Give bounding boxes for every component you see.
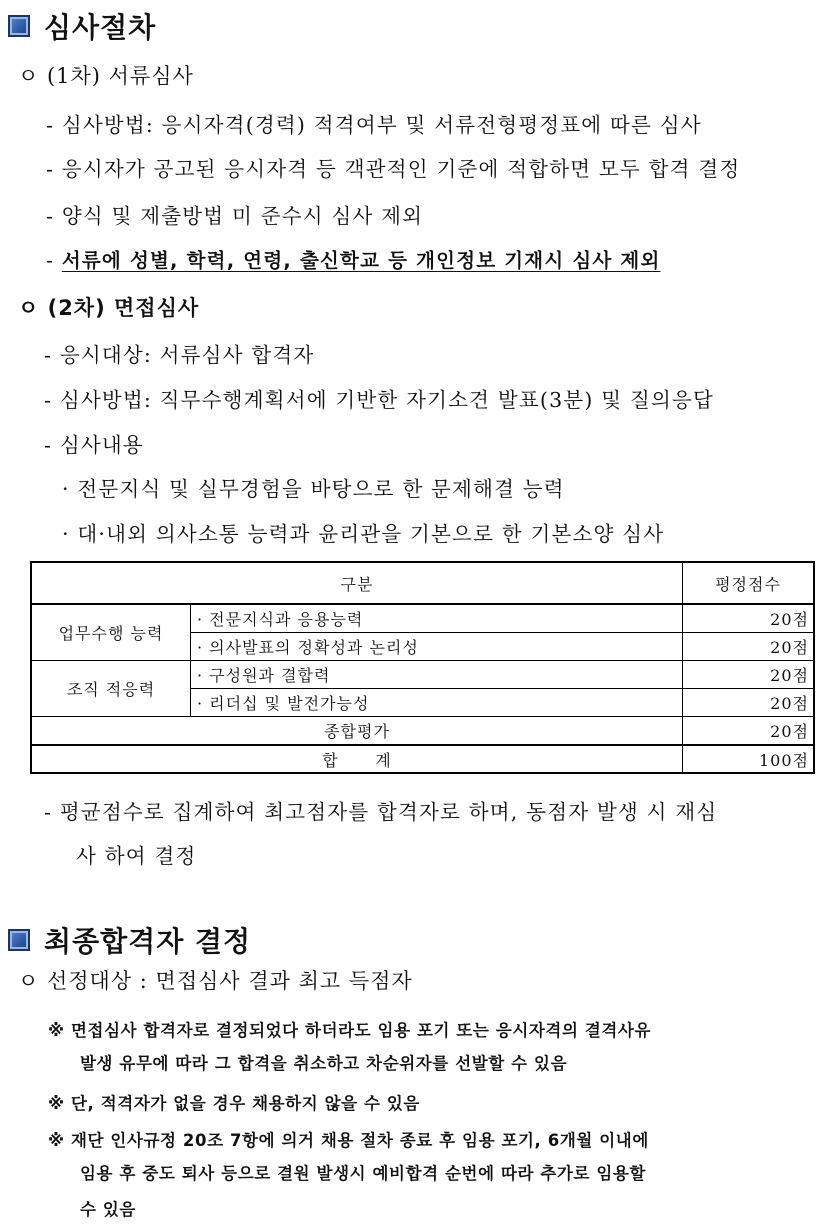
section-header-final [8,920,251,960]
stage2-heading: ㅇ (2차) 면접심사 [18,296,200,320]
score-cell: 20점 [683,633,815,661]
score-cell: 20점 [683,604,815,633]
stage2-subitem: · 대·내외 의사소통 능력과 윤리관을 기본으로 한 기본소양 심사 [62,522,665,546]
item-cell: · 리더십 및 발전가능성 [191,689,683,717]
stage2-subitem: · 전문지식 및 실무경험을 바탕으로 한 문제해결 능력 [62,477,565,501]
blue-square-bullet-icon [8,929,30,951]
stage1-item: - 심사방법: 응시자격(경력) 적격여부 및 서류전형평정표에 따른 심사 [46,113,702,137]
note-line: ※ 면접심사 합격자로 결정되었다 하더라도 임용 포기 또는 응시자격의 결격사유 [48,1021,651,1040]
stage1-item: - 응시자가 공고된 응시자격 등 객관적인 기준에 적합하면 모두 합격 결정 [46,157,741,181]
stage2-item: - 심사방법: 직무수행계획서에 기반한 자기소견 발표(3분) 및 질의응답 [44,388,714,412]
after-table-line: - 평균점수로 집계하여 최고점자를 합격자로 하며, 동점자 발생 시 재심 [44,800,718,824]
score-cell: 20점 [683,689,815,717]
item-cell: · 구성원과 결합력 [191,661,683,689]
table-row [31,604,814,633]
stage2-item: - 응시대상: 서류심사 합격자 [44,343,315,367]
stage1-emphasis-item [46,245,661,273]
emphasis-text: 서류에 성별, 학력, 연령, 출신학교 등 개인정보 기재시 심사 제외 [61,249,661,272]
table-row [31,661,814,689]
stage2-item: - 심사내용 [44,433,144,457]
item-cell: · 전문지식과 응용능력 [191,604,683,633]
note-line: 발생 유무에 따라 그 합격을 취소하고 차순위자를 선발할 수 있음 [80,1054,568,1073]
group-name: 조직 적응력 [31,661,191,717]
note-line: 임용 후 중도 퇴사 등으로 결원 발생시 예비합격 순번에 따라 추가로 임용할 [80,1164,646,1183]
overall-score: 20점 [683,717,815,746]
section-title: 심사절차 [44,11,157,44]
item-cell: · 의사발표의 정확성과 논리성 [191,633,683,661]
table-total-row [31,745,814,773]
after-table-line: 사 하여 결정 [76,844,197,868]
section-header-review [8,6,156,46]
total-label: 합 계 [31,745,683,773]
stage1-item: - 양식 및 제출방법 미 준수시 심사 제외 [46,204,424,228]
group-name: 업무수행 능력 [31,604,191,661]
stage1-heading: ㅇ (1차) 서류심사 [18,64,194,88]
table-header-score: 평정점수 [683,562,815,604]
final-target: ㅇ 선정대상 : 면접심사 결과 최고 득점자 [18,969,413,993]
table-row [31,717,814,746]
note-line: ※ 단, 적격자가 없을 경우 채용하지 않을 수 있음 [48,1094,420,1113]
blue-square-bullet-icon [8,15,30,37]
note-line: 수 있음 [80,1200,136,1219]
note-line: ※ 재단 인사규정 20조 7항에 의거 채용 절차 종료 후 임용 포기, 6개월 이내에 [48,1131,649,1150]
section-title: 최종합격자 결정 [44,925,252,958]
total-score: 100점 [683,745,815,773]
dash: - [46,248,62,272]
table-header-category: 구분 [31,562,683,604]
score-table [30,561,815,774]
overall-label: 종합평가 [31,717,683,746]
score-cell: 20점 [683,661,815,689]
